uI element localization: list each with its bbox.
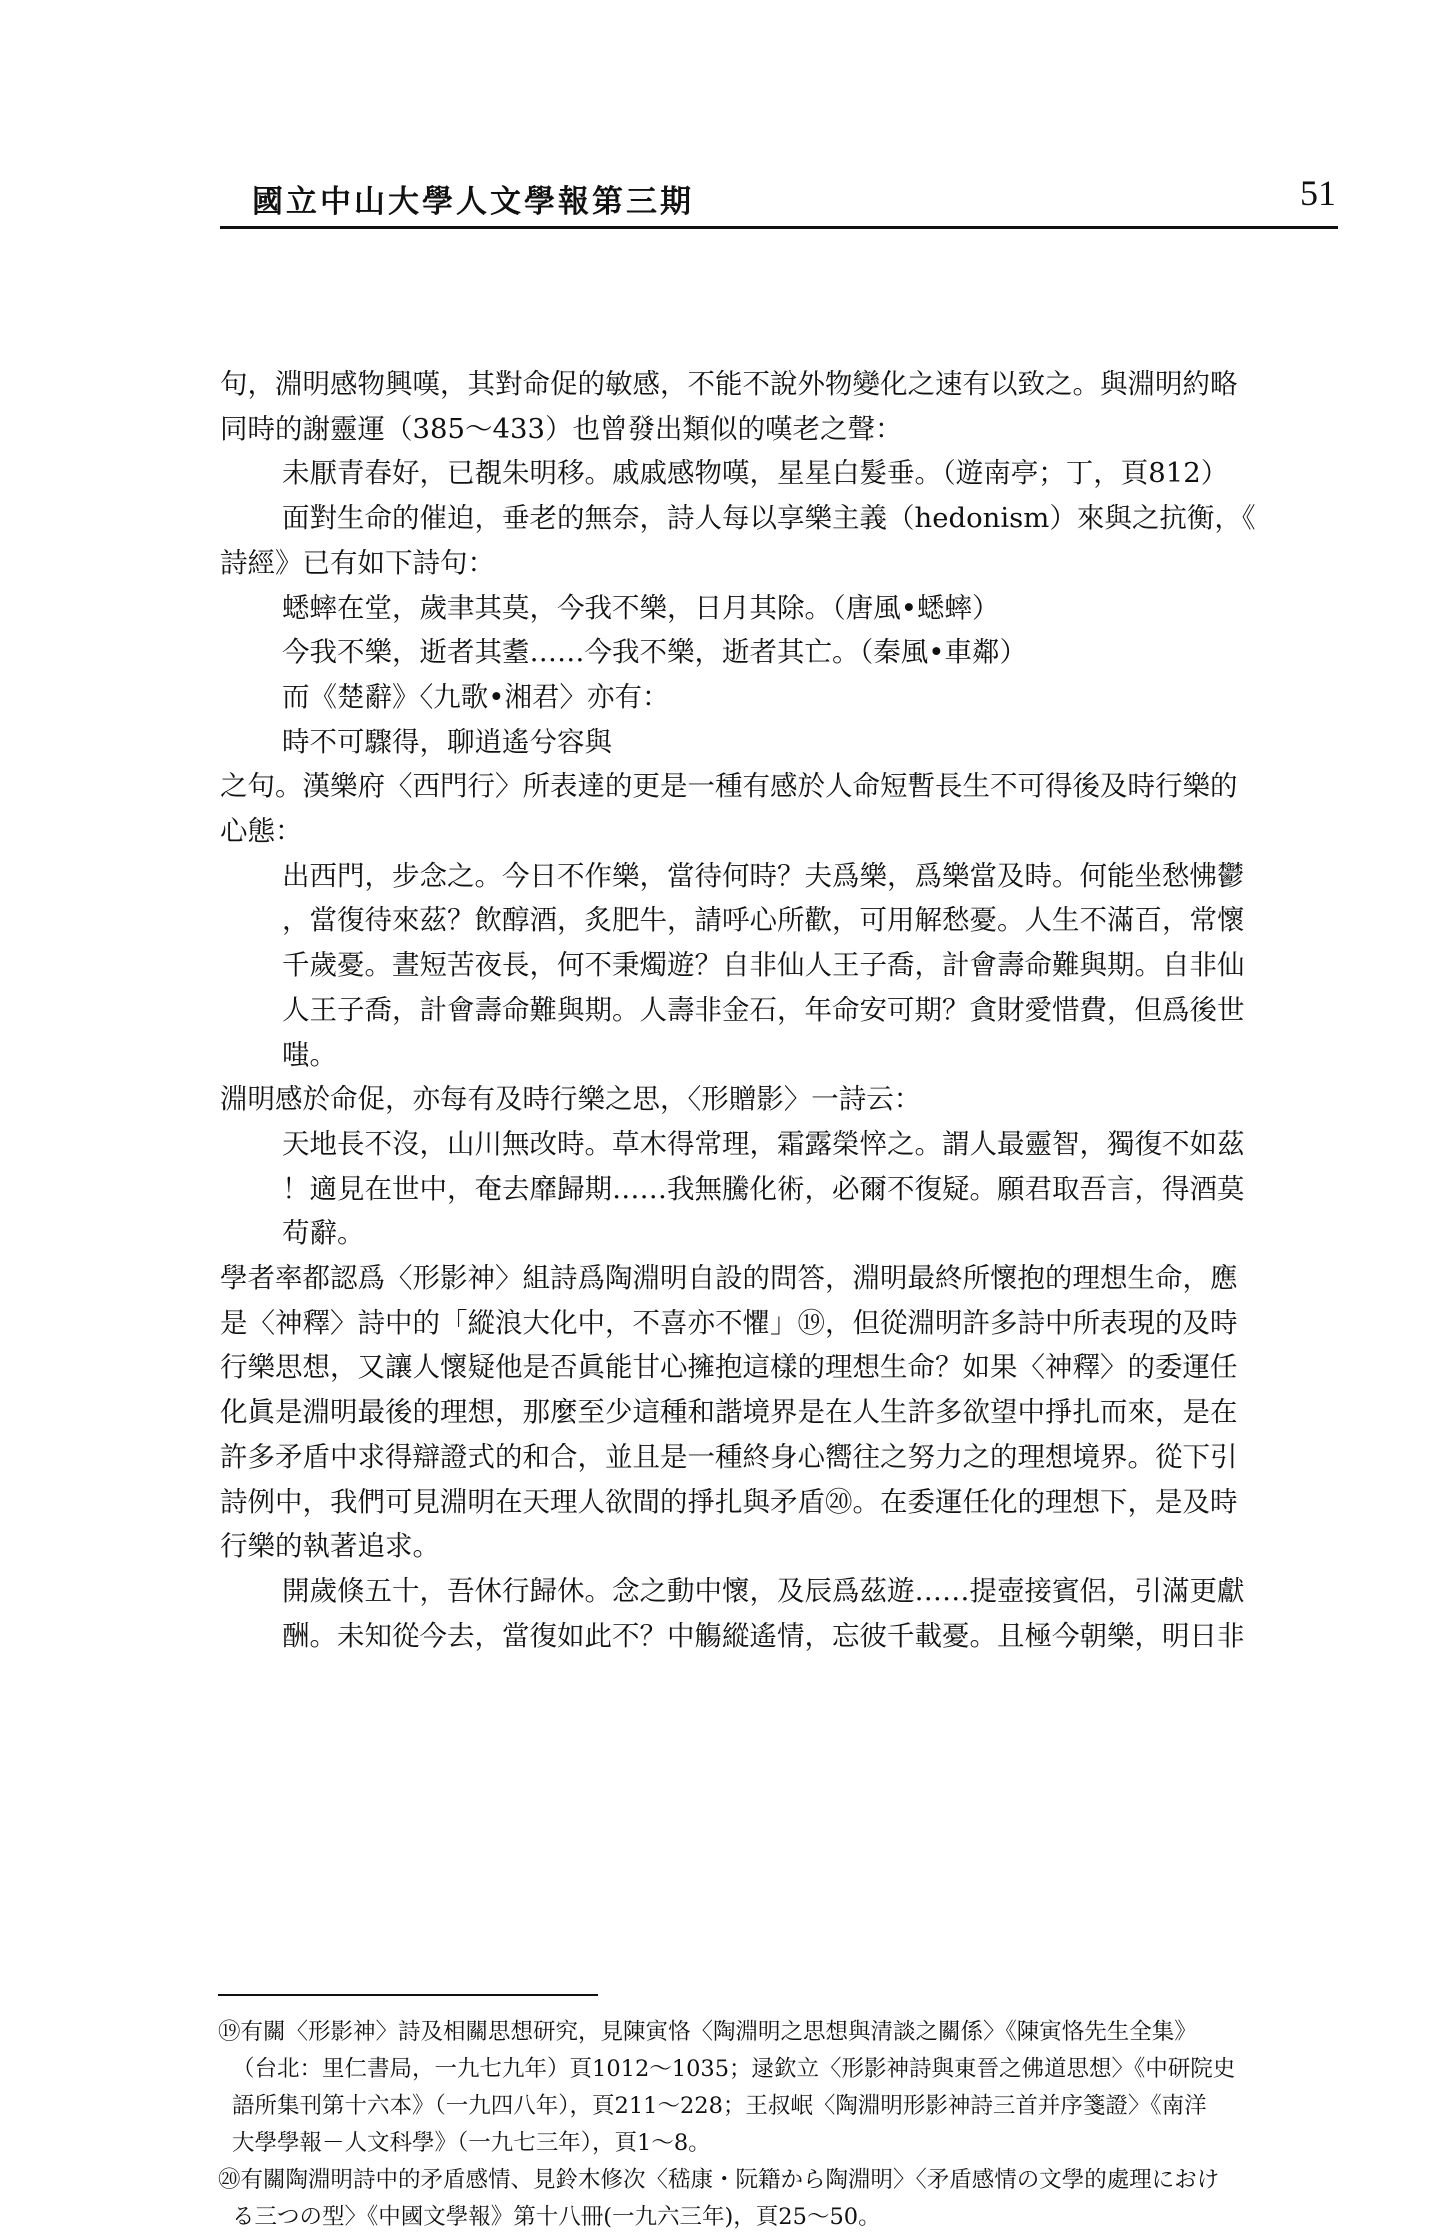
body-line: 淵明感於命促，亦每有及時行樂之思，〈形贈影〉一詩云： [220, 1083, 922, 1116]
footnote-line: （台北：里仁書局，一九七九年）頁1012～1035；逯欽立〈形影神詩與東晉之佛道思想〉《中研院史 [232, 2056, 1236, 2082]
body-line: 是〈神釋〉詩中的「縱浪大化中，不喜亦不懼」⑲，但從淵明許多詩中所表現的及時 [220, 1306, 1238, 1339]
page-number: 51 [1300, 173, 1336, 213]
quote-line: 開歲倏五十，吾休行歸休。念之動中懷，及辰爲茲遊……提壺接賓侶，引滿更獻 [282, 1574, 1245, 1607]
footnote-line: 大學學報－人文科學》（一九七三年），頁1～8。 [232, 2130, 711, 2156]
body-line: 詩經》已有如下詩句： [220, 546, 495, 579]
quote-line: 苟辭。 [282, 1217, 365, 1250]
quote-line: 嗤。 [282, 1038, 337, 1071]
quote-line: 未厭青春好，已覩朱明移。戚戚感物嘆，星星白髮垂。（遊南亭；丁，頁812） [282, 457, 1229, 490]
quote-line: 時不可驟得，聊逍遙兮容與 [282, 725, 612, 758]
footnote-rule [218, 1994, 598, 1996]
body-line: 行樂思想，又讓人懷疑他是否眞能甘心擁抱這樣的理想生命？如果〈神釋〉的委運任 [220, 1351, 1238, 1384]
body-line: 學者率都認爲〈形影神〉組詩爲陶淵明自設的問答，淵明最終所懷抱的理想生命，應 [220, 1262, 1238, 1295]
quote-line: 今我不樂，逝者其耋……今我不樂，逝者其亡。（秦風•車鄰） [282, 636, 1027, 669]
quote-line: 酬。未知從今去，當復如此不？中觴縱遙情，忘彼千載憂。且極今朝樂，明日非 [282, 1619, 1245, 1652]
footnote-line: る三つの型〉《中國文學報》第十八冊(一九六三年)，頁25～50。 [232, 2204, 881, 2230]
body-line: 行樂的執著追求。 [220, 1530, 440, 1563]
body-line: 之句。漢樂府〈西門行〉所表達的更是一種有感於人命短暫長生不可得後及時行樂的 [220, 770, 1238, 803]
header-rule [220, 226, 1338, 229]
body-line: 化眞是淵明最後的理想，那麼至少這種和諧境界是在人生許多欲望中掙扎而來，是在 [220, 1396, 1238, 1429]
footnotes [218, 2014, 1328, 2236]
body-line: 詩例中，我們可見淵明在天理人欲間的掙扎與矛盾⑳。在委運任化的理想下，是及時 [220, 1485, 1238, 1518]
body-line: 面對生命的催迫，垂老的無奈，詩人每以享樂主義（hedonism）來與之抗衡，《 [282, 502, 1256, 535]
quote-line: 天地長不沒，山川無改時。草木得常理，霜露榮悴之。謂人最靈智，獨復不如茲 [282, 1127, 1245, 1160]
footnote-line: 語所集刊第十六本》（一九四八年），頁211～228；王叔岷〈陶淵明形影神詩三首并序箋證〉《南洋 [232, 2093, 1207, 2119]
quote-line: 人王子喬，計會壽命難與期。人壽非金石，年命安可期？貪財愛惜費，但爲後世 [282, 993, 1245, 1026]
body-line: 許多矛盾中求得辯證式的和合，並且是一種終身心嚮往之努力之的理想境界。從下引 [220, 1440, 1238, 1473]
footnote-line: ⑳有關陶淵明詩中的矛盾感情、見鈴木修次〈嵇康・阮籍から陶淵明〉〈矛盾感情の文學的處理におけ [218, 2167, 1220, 2193]
body-line: 同時的謝靈運（385～433）也曾發出類似的嘆老之聲： [220, 412, 903, 445]
footnote-line: ⑲有關〈形影神〉詩及相關思想研究，見陳寅恪〈陶淵明之思想與清談之關係〉《陳寅恪先生全集》 [218, 2019, 1197, 2045]
quote-line: ！適見在世中，奄去靡歸期……我無騰化術，必爾不復疑。願君取吾言，得酒莫 [282, 1172, 1245, 1205]
body-line: 心態： [220, 815, 303, 848]
quote-line: 千歲憂。晝短苦夜長，何不秉燭遊？自非仙人王子喬，計會壽命難與期。自非仙 [282, 949, 1245, 982]
quote-line: 出西門，步念之。今日不作樂，當待何時？夫爲樂，爲樂當及時。何能坐愁怫鬱 [282, 859, 1245, 892]
journal-title: 國立中山大學人文學報第三期 [252, 184, 694, 220]
quote-line: 蟋蟀在堂，歲聿其莫，今我不樂，日月其除。（唐風•蟋蟀） [282, 591, 1000, 624]
body-line: 而《楚辭》〈九歌•湘君〉亦有： [282, 680, 670, 713]
body-text [220, 362, 1320, 1658]
body-line: 句，淵明感物興嘆，其對命促的敏感，不能不說外物變化之速有以致之。與淵明約略 [220, 368, 1238, 400]
quote-line: ，當復待來茲？飲醇酒，炙肥牛，請呼心所歡，可用解愁憂。人生不滿百，常懷 [282, 904, 1245, 937]
